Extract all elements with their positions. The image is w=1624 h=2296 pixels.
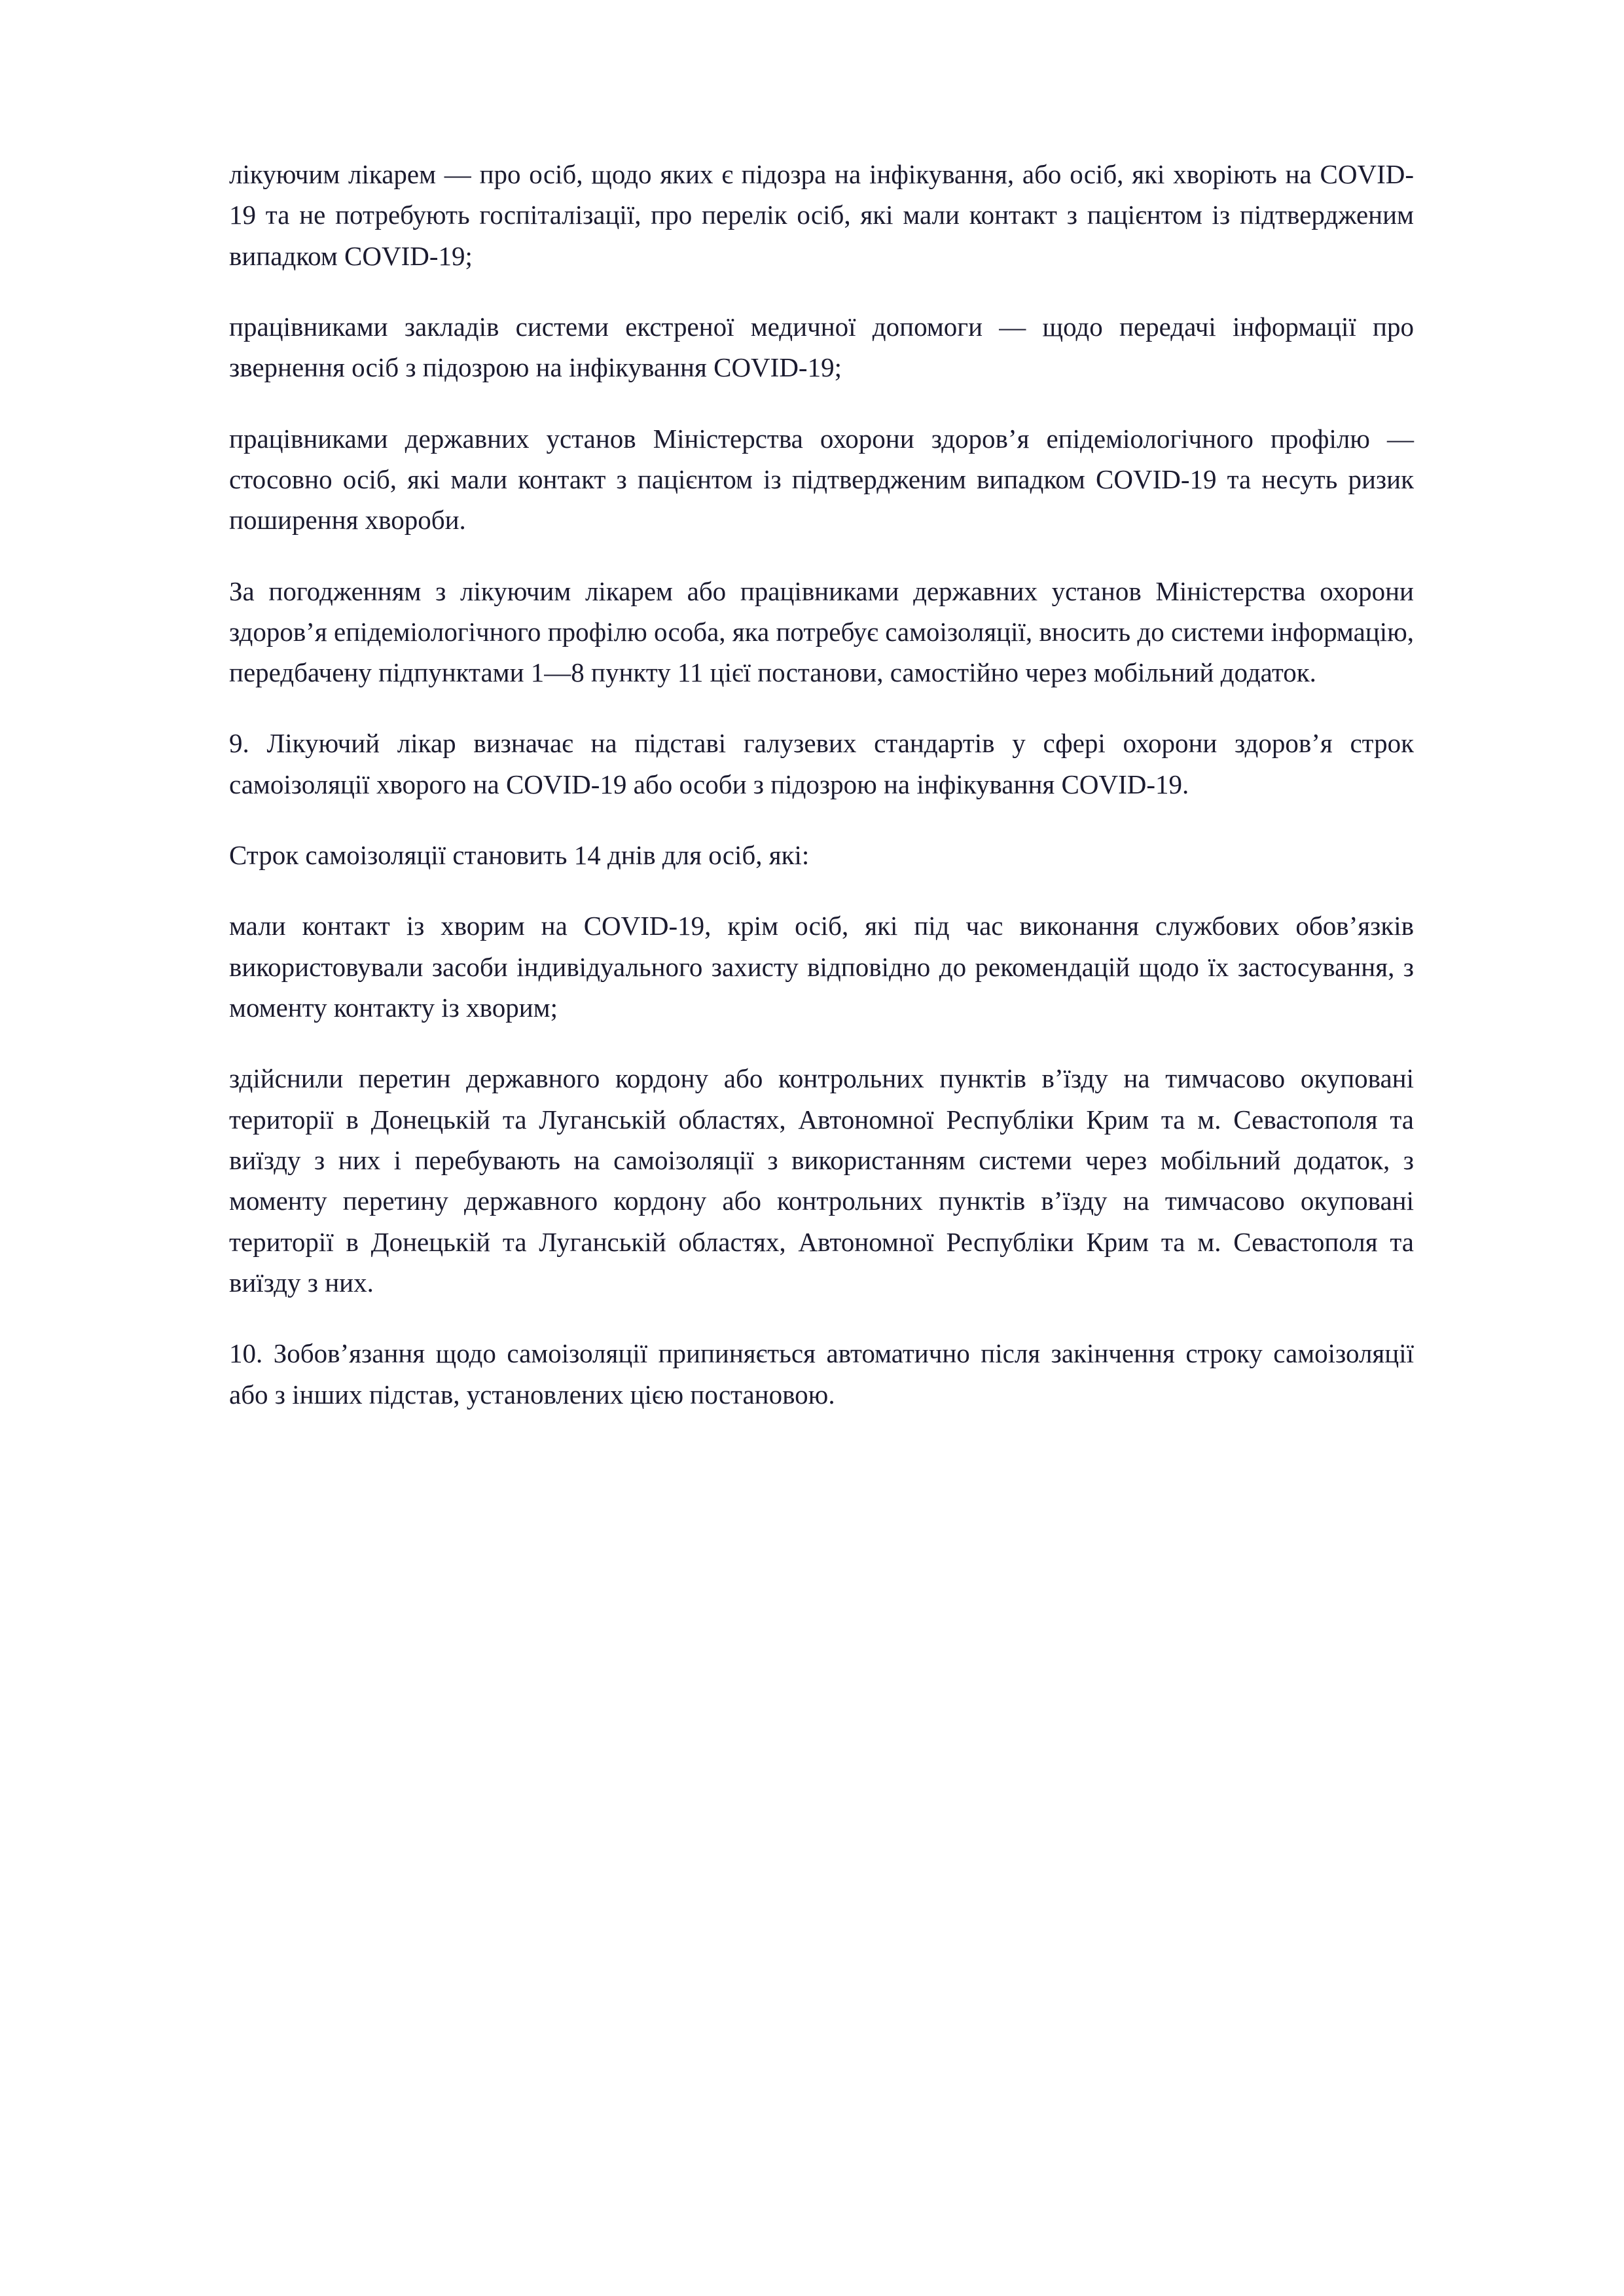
paragraph: За погодженням з лікуючим лікарем або працівниками державних установ Міністерства охорони здоров’я епідеміологічного профілю особа, яка потребує самоізоляції, вносить до системи інформацію, передбачену підпунктами 1—8 пункту 11 цієї постанови, самостійно через мобільний додаток. — [229, 575, 1414, 688]
paragraph: лікуючим лікарем — про осіб, щодо яких є підозра на інфікування, або осіб, які хворіють на COVID-19 та не потребують госпіталізації, про перелік осіб, які мали контакт з пацієнтом із підтвердженим випадком COVID-19; — [229, 159, 1414, 271]
paragraph: 9. Лікуючий лікар визначає на підставі галузевих стандартів у сфері охорони здоров’я строк самоізоляції хворого на COVID-19 або особи з підозрою на інфікування COVID-19. — [229, 728, 1414, 799]
paragraph: здійснили перетин державного кордону або контрольних пунктів в’їзду на тимчасово окуповані території в Донецькій та Луганській областях, Автономної Республіки Крим та м. Севастополя та виїзду з них і перебувають на самоізоляції з використанням системи через мобільний додаток, з моменту перетину державного кордону або контрольних пунктів в’їзду на тимчасово окуповані території в Донецькій та Луганській областях, Автономної Республіки Крим та м. Севастополя та виїзду з них. — [229, 1063, 1414, 1298]
paragraph: 10. Зобов’язання щодо самоізоляції припиняється автоматично після закінчення строку самоізоляції або з інших підстав, установлених цією постановою. — [229, 1338, 1414, 1410]
paragraph: працівниками державних установ Міністерства охорони здоров’я епідеміологічного профілю — стосовно осіб, які мали контакт з пацієнтом із підтвердженим випадком COVID-19 та несуть ризик поширення хвороби. — [229, 423, 1414, 536]
paragraph: Строк самоізоляції становить 14 днів для осіб, які: — [229, 840, 810, 871]
paragraph: мали контакт із хворим на COVID-19, крім осіб, які під час виконання службових обов’язків використовували засоби індивідуального захисту відповідно до рекомендацій щодо їх застосування, з моменту контакту із хворим; — [229, 911, 1414, 1023]
paragraph: працівниками закладів системи екстреної медичної допомоги — щодо передачі інформації про звернення осіб з підозрою на інфікування COVID-19; — [229, 311, 1414, 383]
document-body — [229, 154, 1414, 1415]
